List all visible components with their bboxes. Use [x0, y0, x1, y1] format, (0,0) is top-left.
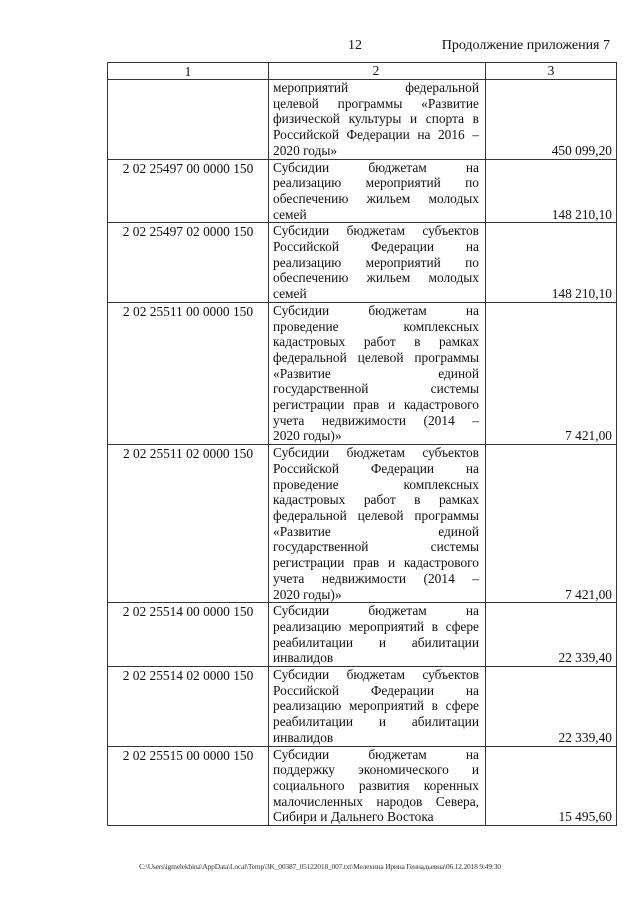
description-line: Субсидии бюджетам субъектов — [273, 667, 479, 683]
description-line: государственной системы — [273, 539, 479, 555]
description-line: инвалидов — [273, 729, 334, 745]
description-line: реализацию мероприятий по — [273, 254, 479, 270]
description-line: федеральной целевой программы — [273, 507, 479, 523]
description-line: Российской Федерации на — [273, 460, 479, 476]
description-line: «Развитие единой — [273, 523, 479, 539]
income-code — [108, 80, 269, 160]
amount: 22 339,40 — [486, 667, 617, 747]
income-code: 2 02 25497 00 0000 150 — [108, 159, 269, 223]
amount: 15 495,60 — [486, 746, 617, 826]
description-line: реабилитации и абилитации — [273, 714, 479, 730]
description-line: Субсидии бюджетам на — [273, 603, 479, 619]
description-line: малочисленных народов Севера, — [273, 793, 479, 809]
description-line: реабилитации и абилитации — [273, 634, 479, 650]
income-description — [269, 445, 486, 603]
description-line: Российской Федерации на — [273, 682, 479, 698]
description-line: Российской Федерации на — [273, 239, 479, 255]
page-number: 12 — [348, 38, 362, 53]
description-line: проведение комплексных — [273, 318, 479, 334]
table-row — [108, 80, 617, 160]
table-row — [108, 302, 617, 444]
continuation-label: Продолжение приложения 7 — [441, 38, 610, 53]
description-line: проведение комплексных — [273, 476, 479, 492]
header-row — [108, 63, 617, 80]
income-code: 2 02 25514 00 0000 150 — [108, 603, 269, 667]
income-description — [269, 667, 486, 747]
description-line: регистрации прав и кадастрового — [273, 397, 479, 413]
description-line: 2020 годы)» — [273, 586, 342, 602]
income-description — [269, 603, 486, 667]
income-description — [269, 223, 486, 303]
description-line: целевой программы «Развитие — [273, 95, 479, 111]
description-line: Сибири и Дальнего Востока — [273, 809, 434, 825]
description-line: кадастровых работ в рамках — [273, 492, 479, 508]
description-line: Субсидии бюджетам на — [273, 159, 479, 175]
income-code: 2 02 25511 02 0000 150 — [108, 445, 269, 603]
table-row — [108, 746, 617, 826]
income-code: 2 02 25511 00 0000 150 — [108, 302, 269, 444]
amount: 148 210,10 — [486, 223, 617, 303]
income-code: 2 02 25515 00 0000 150 — [108, 746, 269, 826]
amount: 7 421,00 — [486, 445, 617, 603]
description-line: физической культуры и спорта в — [273, 111, 479, 127]
description-line: Субсидии бюджетам на — [273, 746, 479, 762]
description-line: мероприятий федеральной — [273, 80, 479, 95]
table-row — [108, 667, 617, 747]
description-line: Субсидии бюджетам на — [273, 302, 479, 318]
description-line: семей — [273, 286, 307, 302]
description-line: поддержку экономического и — [273, 762, 479, 778]
description-line: федеральной целевой программы — [273, 349, 479, 365]
description-line: инвалидов — [273, 650, 334, 666]
description-line: реализацию мероприятий в сфере — [273, 698, 479, 714]
amount: 22 339,40 — [486, 603, 617, 667]
file-path-footer: C:\Users\igmelekhina\AppData\Local\Temp\3K_00387_05122018_007.txt\Мелехина Ирина Геннадьевна\06.12.2018 9:49:30 — [139, 862, 501, 871]
description-line: 2020 годы)» — [273, 428, 342, 444]
income-description — [269, 746, 486, 826]
description-line: учета недвижимости (2014 – — [273, 412, 479, 428]
income-code: 2 02 25497 02 0000 150 — [108, 223, 269, 303]
budget-table — [107, 62, 617, 826]
table-row — [108, 159, 617, 223]
description-line: Субсидии бюджетам субъектов — [273, 445, 479, 461]
header-col-3: 3 — [486, 63, 617, 80]
amount: 148 210,10 — [486, 159, 617, 223]
description-line: обеспечению жильем молодых — [273, 270, 479, 286]
header-col-2: 2 — [269, 63, 486, 80]
description-line: реализацию мероприятий по — [273, 175, 479, 191]
description-line: Российской Федерации на 2016 – — [273, 127, 479, 143]
description-line: обеспечению жильем молодых — [273, 190, 479, 206]
amount: 450 099,20 — [486, 80, 617, 160]
description-line: реализацию мероприятий в сфере — [273, 618, 479, 634]
description-line: учета недвижимости (2014 – — [273, 570, 479, 586]
header-col-1: 1 — [108, 63, 269, 80]
income-description — [269, 302, 486, 444]
amount: 7 421,00 — [486, 302, 617, 444]
table-row — [108, 223, 617, 303]
description-line: 2020 годы» — [273, 142, 338, 158]
description-line: «Развитие единой — [273, 365, 479, 381]
description-line: социального развития коренных — [273, 777, 479, 793]
description-line: государственной системы — [273, 381, 479, 397]
description-line: кадастровых работ в рамках — [273, 334, 479, 350]
table-row — [108, 603, 617, 667]
description-line: регистрации прав и кадастрового — [273, 555, 479, 571]
description-line: Субсидии бюджетам субъектов — [273, 223, 479, 239]
income-description — [269, 159, 486, 223]
income-description — [269, 80, 486, 160]
income-code: 2 02 25514 02 0000 150 — [108, 667, 269, 747]
description-line: семей — [273, 206, 307, 222]
table-row — [108, 445, 617, 603]
